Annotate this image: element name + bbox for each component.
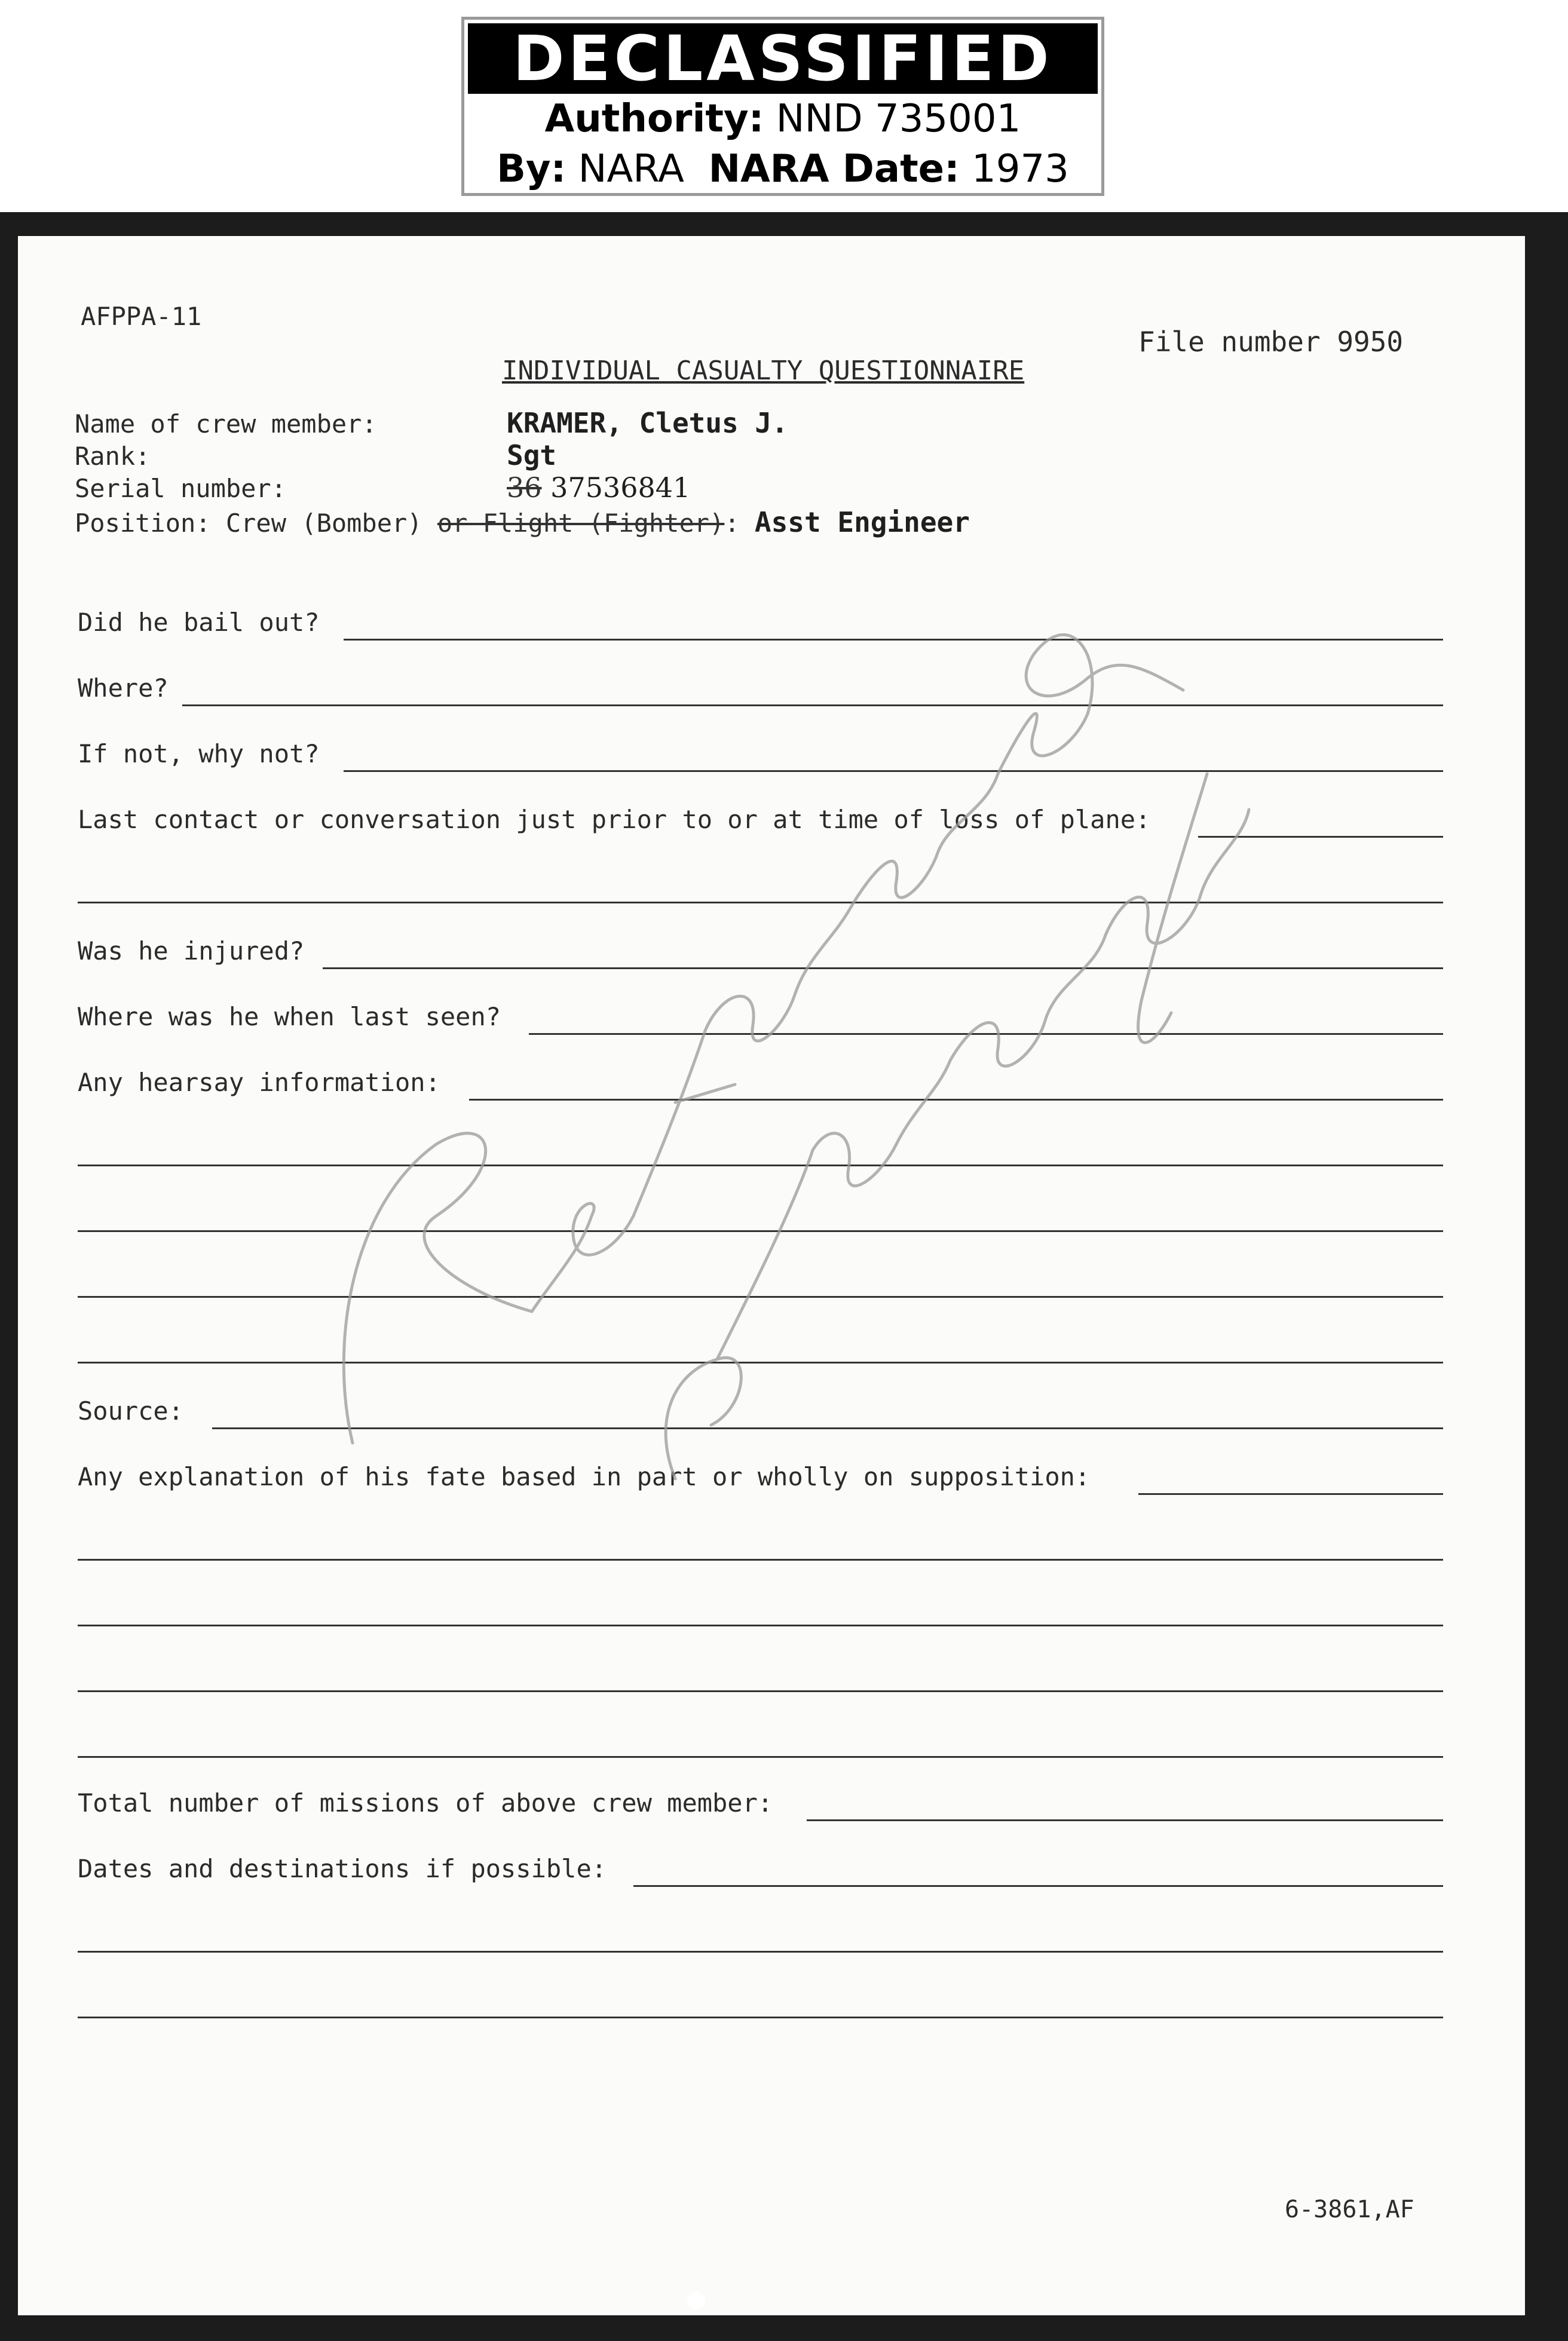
position-line bbox=[75, 506, 970, 538]
question-where: Where? bbox=[78, 673, 169, 703]
answer-line-dates-2 bbox=[78, 1951, 1443, 1953]
answer-line-last-seen bbox=[529, 1033, 1443, 1035]
answer-line-explanation-4 bbox=[78, 1690, 1443, 1692]
question-explanation: Any explanation of his fate based in part or wholly on supposition: bbox=[78, 1462, 1091, 1491]
answer-line-why-not bbox=[344, 770, 1443, 772]
position-value: Asst Engineer bbox=[754, 506, 970, 538]
serial-struck-prefix: 36 bbox=[507, 471, 542, 504]
answer-line-explanation-5 bbox=[78, 1756, 1443, 1758]
stamp-authority-line bbox=[464, 94, 1101, 144]
stamp-by-line bbox=[464, 144, 1101, 194]
stamp-by-label: By: bbox=[497, 147, 566, 191]
stamp-heading: DECLASSIFIED bbox=[468, 23, 1098, 94]
answer-line-hearsay-3 bbox=[78, 1230, 1443, 1232]
form-id: AFPPA-11 bbox=[81, 302, 202, 331]
handwritten-annotation bbox=[18, 236, 1525, 2315]
answer-line-missions bbox=[807, 1819, 1443, 1821]
scan-speck bbox=[687, 2291, 705, 2309]
answer-line-source bbox=[212, 1427, 1443, 1429]
answer-line-last-contact-1 bbox=[1198, 836, 1443, 838]
question-source: Source: bbox=[78, 1396, 184, 1426]
serial-value: 37536841 bbox=[550, 471, 691, 504]
serial-label: Serial number: bbox=[75, 474, 287, 503]
question-bail-out: Did he bail out? bbox=[78, 608, 320, 637]
questionnaire-sheet bbox=[18, 236, 1525, 2315]
answer-line-dates-1 bbox=[633, 1885, 1443, 1887]
question-why-not: If not, why not? bbox=[78, 739, 320, 768]
form-title: INDIVIDUAL CASUALTY QUESTIONNAIRE bbox=[502, 356, 1025, 386]
name-value: KRAMER, Cletus J. bbox=[507, 407, 788, 439]
question-injured: Was he injured? bbox=[78, 936, 305, 966]
position-colon: : bbox=[724, 508, 740, 538]
stamp-by-value: NARA bbox=[578, 147, 684, 191]
serial-line bbox=[507, 471, 690, 504]
question-dates: Dates and destinations if possible: bbox=[78, 1854, 607, 1883]
answer-line-explanation-1 bbox=[1138, 1493, 1443, 1495]
question-last-seen: Where was he when last seen? bbox=[78, 1002, 501, 1031]
name-label: Name of crew member: bbox=[75, 409, 377, 439]
answer-line-hearsay-1 bbox=[469, 1099, 1443, 1101]
question-missions: Total number of missions of above crew member: bbox=[78, 1788, 773, 1818]
rank-value: Sgt bbox=[507, 439, 557, 471]
answer-line-dates-3 bbox=[78, 2017, 1443, 2018]
answer-line-injured bbox=[323, 967, 1443, 969]
answer-line-last-contact-2 bbox=[78, 902, 1443, 903]
answer-line-hearsay-4 bbox=[78, 1296, 1443, 1298]
question-last-contact: Last contact or conversation just prior to or at time of loss of plane: bbox=[78, 805, 1151, 834]
stamp-date-value: 1973 bbox=[972, 147, 1069, 191]
answer-line-hearsay-2 bbox=[78, 1165, 1443, 1166]
answer-line-explanation-3 bbox=[78, 1625, 1443, 1626]
stamp-authority-value: NND 735001 bbox=[776, 97, 1021, 141]
stamp-date-label: NARA Date: bbox=[708, 147, 960, 191]
footer-code: 6-3861,AF bbox=[1285, 2196, 1414, 2223]
declassified-stamp bbox=[461, 17, 1104, 196]
question-hearsay: Any hearsay information: bbox=[78, 1068, 440, 1097]
answer-line-explanation-2 bbox=[78, 1559, 1443, 1561]
answer-line-where bbox=[182, 704, 1443, 706]
scan-frame bbox=[0, 212, 1568, 2341]
answer-line-bail-out bbox=[344, 639, 1443, 641]
file-number: File number 9950 bbox=[1138, 326, 1404, 358]
answer-line-hearsay-5 bbox=[78, 1362, 1443, 1363]
rank-label: Rank: bbox=[75, 442, 151, 471]
position-label: Position: Crew (Bomber) bbox=[75, 508, 422, 538]
position-struck: or Flight (Fighter) bbox=[437, 508, 725, 538]
stamp-authority-label: Authority: bbox=[544, 97, 764, 141]
